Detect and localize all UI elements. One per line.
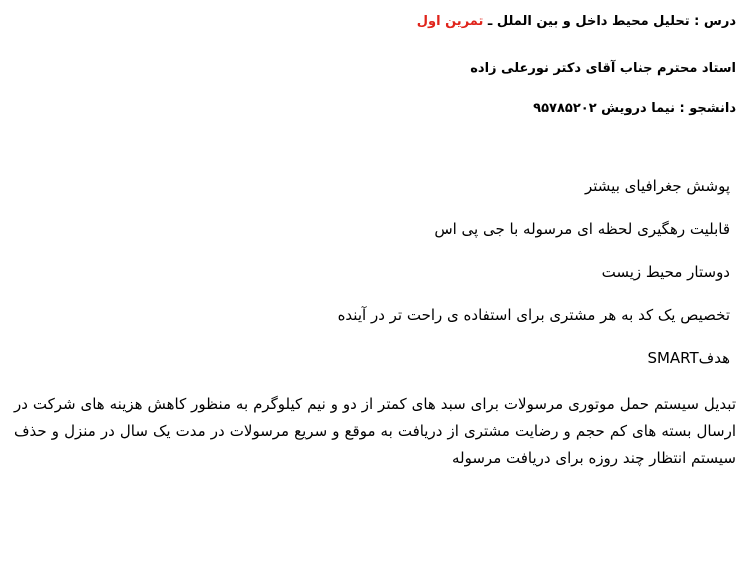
list-item: تخصیص یک کد به هر مشتری برای استفاده ی راحت تر در آینده bbox=[337, 306, 730, 324]
student-line: دانشجو : نیما درویش ۹۵۷۸۵۲۰۲ bbox=[533, 101, 736, 116]
smart-goal-paragraph: تبدیل سیستم حمل موتوری مرسولات برای سبد های کمتر از دو و نیم کیلوگرم به منظور کاهش هزینه های شرکت در ارسال بسته های کم حجم و رضایت مشتری از دریافت به موقع و سریع مرسولات در مدت یک سال در منزل و حذف سیستم انتظار چند روزه برای دریافت مرسوله bbox=[14, 395, 736, 467]
list-item: پوشش جغرافیای بیشتر bbox=[585, 177, 730, 195]
smart-goal-heading: هدفSMART bbox=[647, 349, 730, 367]
course-prefix: درس : تحلیل محیط داخل و بین الملل ـ bbox=[483, 14, 736, 29]
list-item: دوستار محیط زیست bbox=[601, 263, 730, 281]
list-item: قابلیت رهگیری لحظه ای مرسوله با جی پی اس bbox=[434, 220, 730, 238]
professor-line: استاد محترم جناب آقای دکتر نورعلی زاده bbox=[470, 61, 736, 76]
exercise-label: تمرین اول bbox=[416, 14, 484, 29]
course-title bbox=[417, 14, 736, 29]
